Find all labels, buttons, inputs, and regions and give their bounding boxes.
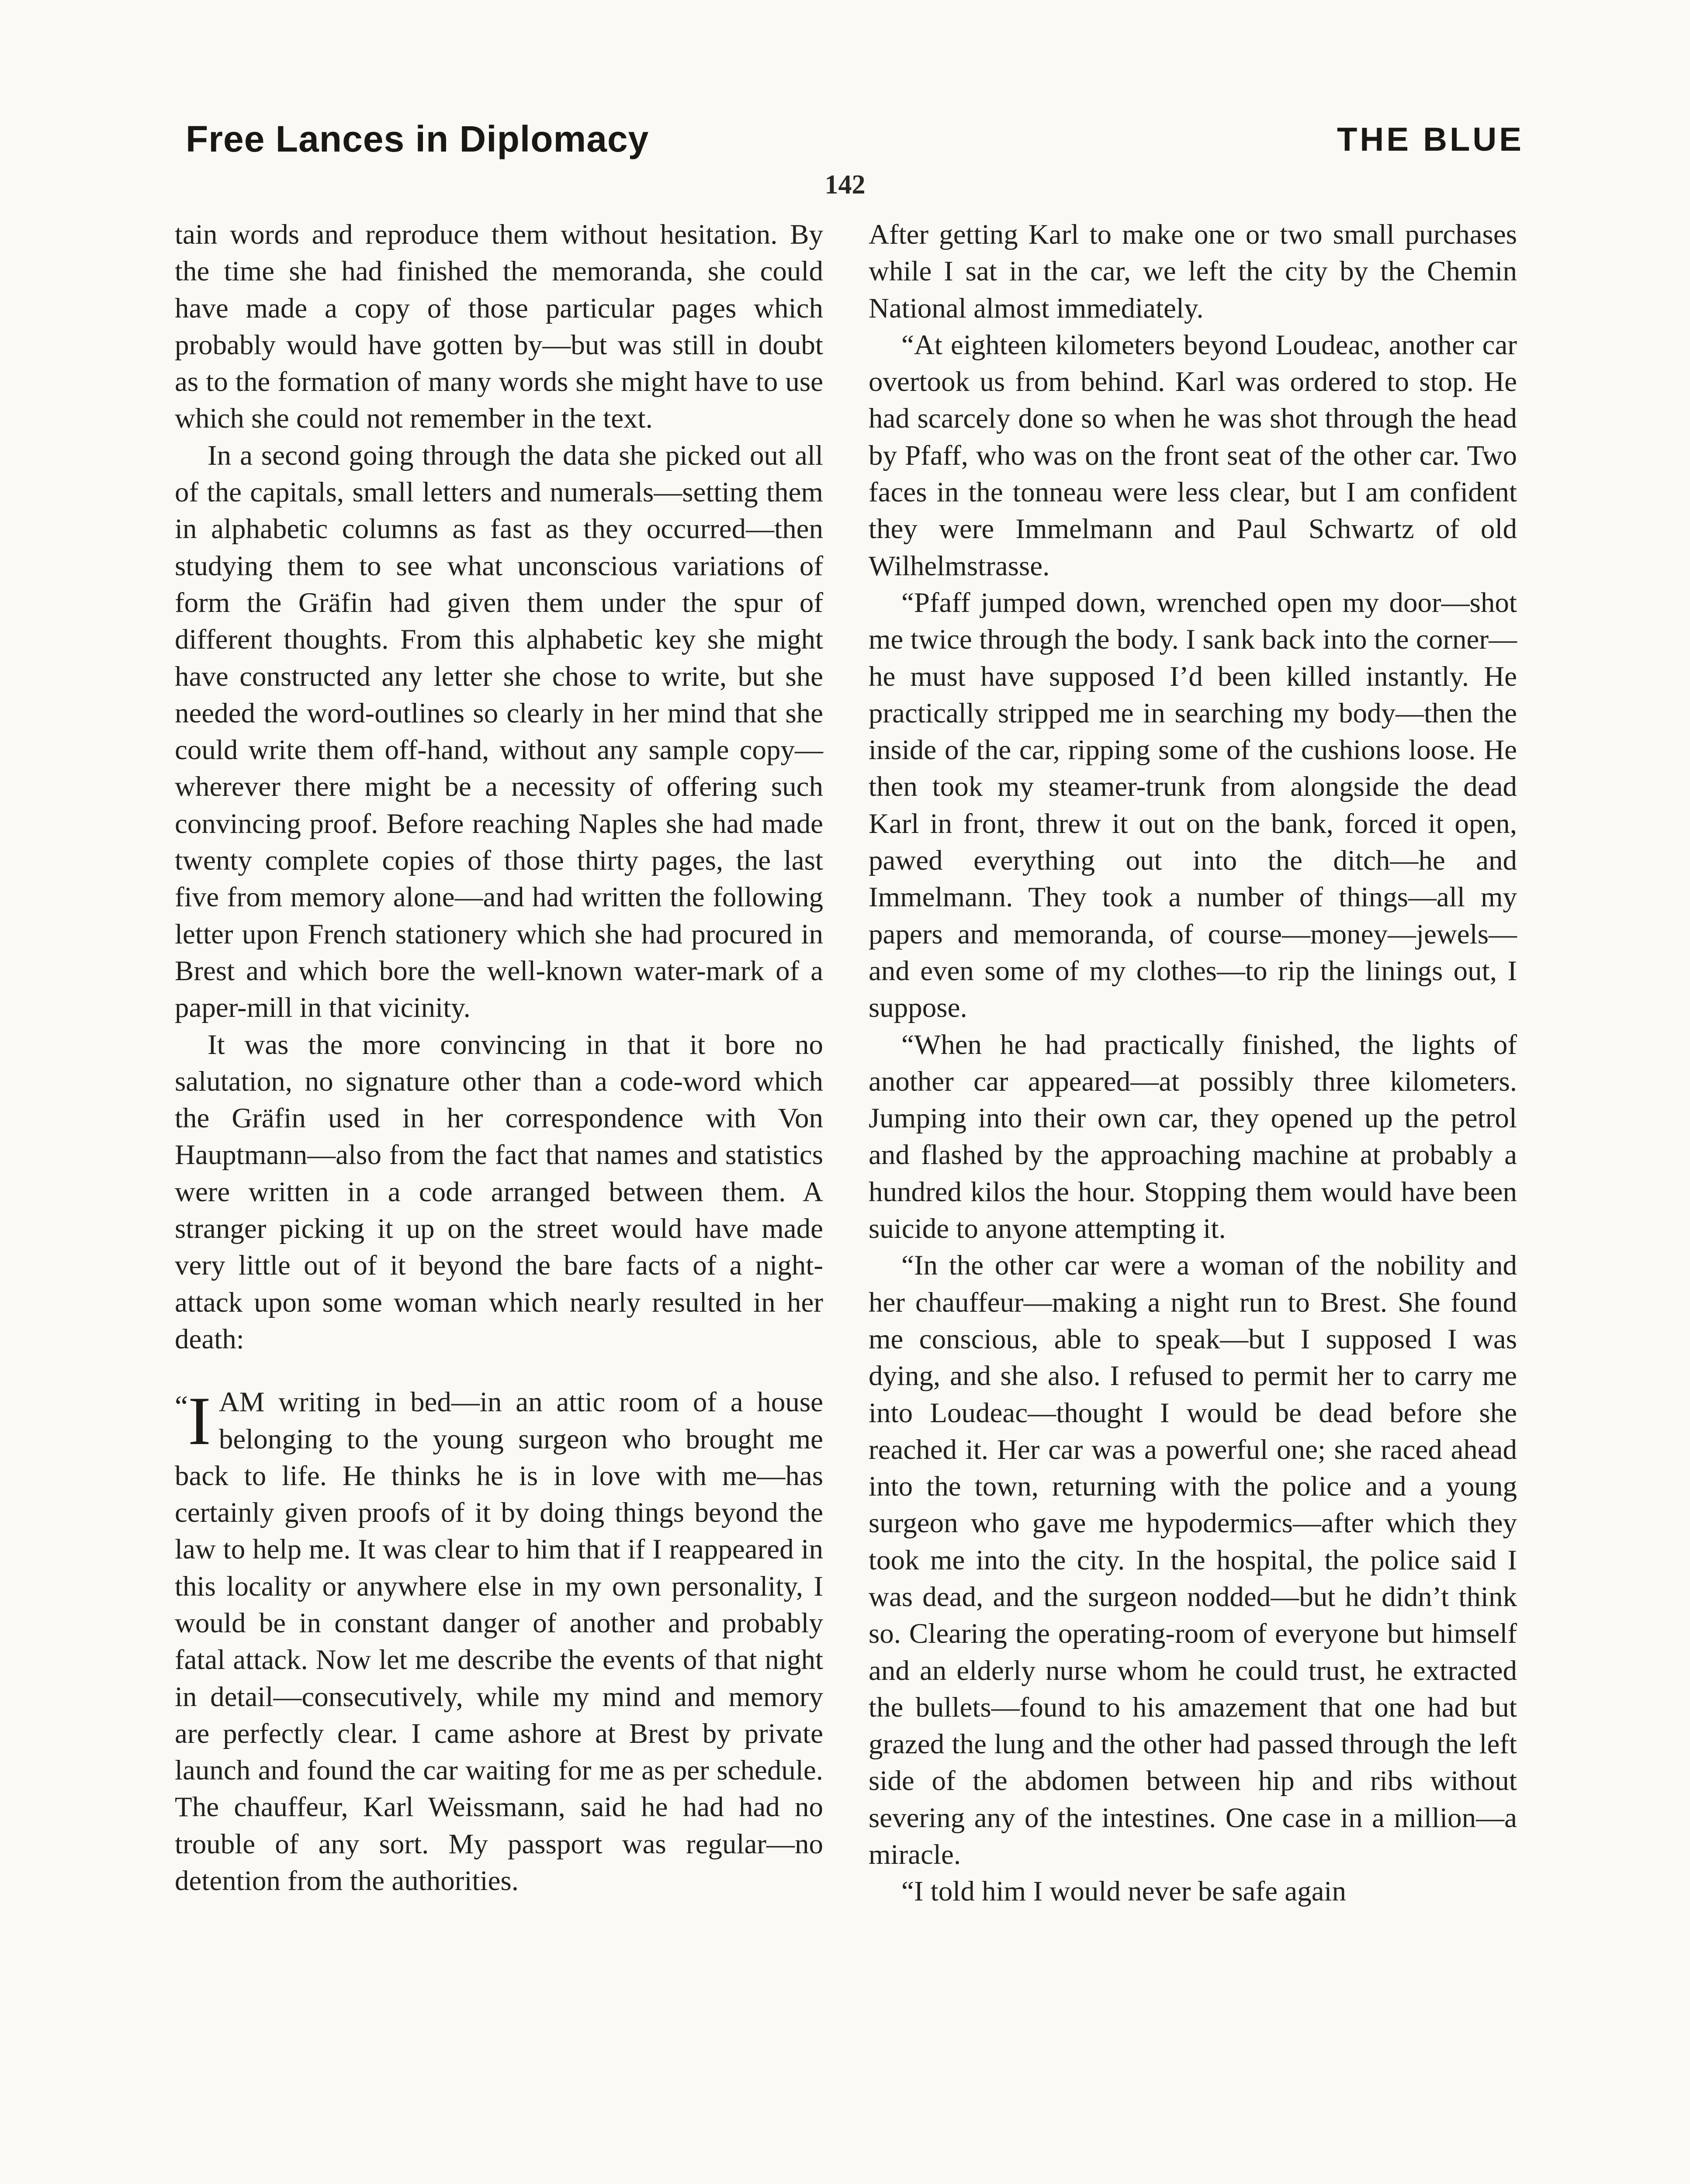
right-column [869, 216, 1517, 2184]
paragraph: “I told him I would never be safe again [901, 1876, 1346, 1908]
left-column [175, 216, 823, 2184]
paragraph: “Pfaff jumped down, wrenched open my door—shot me twice through the body. I sank back into the corner—he must have supposed I’d been killed instantly. He practically stripped me in searching my body—then the inside of the car, ripping some of the cushions loose. He then took my steamer-trunk from alongside the dead Karl in front, threw it out on the bank, forced it open, pawed everything out into the ditch—he and Immelmann. They took a number of things—all my papers and memoranda, of course—money—jewels—and even some of my clothes—to rip the linings out, I suppose. [869, 587, 1517, 1024]
page-number: 142 [824, 170, 866, 200]
running-title: Free Lances in Diplomacy [186, 118, 649, 159]
paragraph: In a second going through the data she picked out all of the capitals, small letters and numerals—setting them in alphabetic columns as fast as they occurred—then studying them to see what unconscious variations of form the Gräfin had given them under the spur of different thoughts. From this alphabetic key she might have constructed any letter she chose to write, but she needed the word-outlines so clearly in her mind that she could write them off-hand, without any sample copy—wherever there might be a necessity of offering such convincing proof. Before reaching Naples she had made twenty complete copies of those thirty pages, the last five from memory alone—and had written the following letter upon French stationery which she had procured in Brest and which bore the well-known water-mark of a paper-mill in that vicinity. [175, 439, 823, 1024]
magazine-name: THE BLUE [1337, 121, 1524, 158]
letter-text: AM writing in bed—in an attic room of a house belonging to the young surgeon who brought me back to life. He thinks he is in love with me—has certainly given proofs of it by doing things beyond the law to help me. It was clear to him that if I reappeared in this locality or anywhere else in my own personality, I would be in constant danger of another and probably fatal attack. Now let me describe the events of that night in detail—consecutively, while my mind and memory are perfectly clear. I came ashore at Brest by private launch and found the car waiting for me as per schedule. The chauffeur, Karl Weissmann, said he had had no trouble of any sort. My passport was regular—no detention from the authorities. [175, 1386, 823, 1897]
paragraph: “In the other car were a woman of the nobility and her chauffeur—making a night run to Brest. She found me conscious, able to speak—but I supposed I was dying, and she also. I refused to permit her to carry me into Loudeac—thought I would be dead before she reached it. Her car was a powerful one; she raced ahead into the town, returning with the police and a young surgeon who gave me hypodermics—after which they took me into the city. In the hospital, the police said I was dead, and the surgeon nodded—but he didn’t think so. Clearing the operating-room of everyone but himself and an elderly nurse whom he could trust, he extracted the bullets—found to his amazement that one had but grazed the lung and the other had passed through the left side of the abdomen between hip and ribs without severing any of the intestines. One case in a million—a miracle. [869, 1250, 1517, 1871]
letter-paragraph [175, 1384, 823, 1899]
paragraph: “At eighteen kilometers beyond Loudeac, another car overtook us from behind. Karl was ordered to stop. He had scarcely done so when he was shot through the head by Pfaff, who was on the front seat of the other car. Two faces in the tonneau were less clear, but I am confident they were Immelmann and Paul Schwartz of old Wilhelmstrasse. [869, 329, 1517, 582]
paragraph: After getting Karl to make one or two small purchases while I sat in the car, we left the city by the Chemin National almost immediately. [869, 219, 1517, 324]
drop-cap: “I [175, 1383, 211, 1460]
paragraph: It was the more convincing in that it bore no salutation, no signature other than a code-word which the Gräfin used in her correspondence with Von Hauptmann—also from the fact that names and statistics were written in a code arranged between them. A stranger picking it up on the street would have made very little out of it beyond the bare facts of a night-attack upon some woman which nearly resulted in her death: [175, 1029, 823, 1355]
paragraph: “When he had practically finished, the lights of another car appeared—at possibly three kilometers. Jumping into their own car, they opened up the petrol and flashed by the approaching machine at probably a hundred kilos the hour. Stopping them would have been suicide to anyone attempting it. [869, 1029, 1517, 1245]
paragraph: tain words and reproduce them without hesitation. By the time she had finished the memoranda, she could have made a copy of those particular pages which probably would have gotten by—but was still in doubt as to the formation of many words she might have to use which she could not remember in the text. [175, 219, 823, 435]
